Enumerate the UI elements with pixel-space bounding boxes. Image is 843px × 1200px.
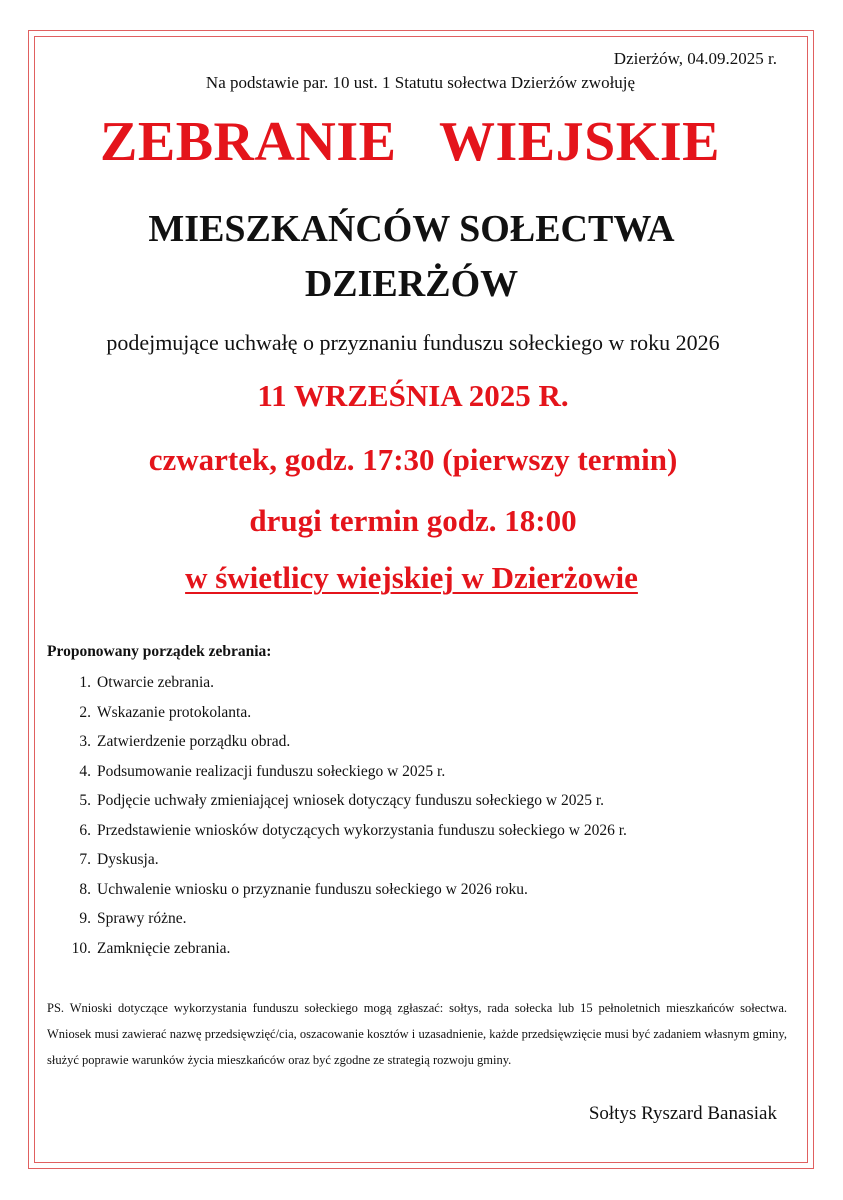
agenda-item-number: 4. [79, 762, 91, 780]
agenda-item [47, 698, 627, 728]
subtitle-line-2: DZIERŻÓW [304, 263, 519, 305]
agenda-item [47, 816, 627, 846]
intro-text [0, 73, 843, 93]
agenda-item-text: Wskazanie protokolanta. [97, 703, 252, 721]
agenda-item-text: Zamknięcie zebrania. [97, 939, 231, 957]
meeting-date: 11 WRZEŚNIA 2025 R. [257, 378, 569, 413]
agenda-item [47, 875, 627, 905]
agenda-item-text: Sprawy różne. [97, 910, 187, 927]
agenda-item-text: Przedstawienie wniosków dotyczących wykorzystania funduszu sołeckiego w 2026 r. [97, 821, 627, 839]
agenda-item-number: 5. [79, 792, 91, 809]
subtitle-line-1: MIESZKAŃCÓW SOŁECTWA [148, 208, 675, 250]
agenda-item-number: 8. [79, 880, 91, 898]
agenda-item-text: Podsumowanie realizacji funduszu sołeckiego w 2025 r. [97, 762, 446, 780]
agenda-item-text: Podjęcie uchwały zmieniającej wniosek dotyczący funduszu sołeckiego w 2025 r. [97, 792, 605, 809]
agenda-item [47, 934, 627, 964]
agenda-item [47, 786, 627, 816]
agenda-item-text: Dyskusja. [97, 851, 159, 868]
subtitle [0, 202, 823, 312]
agenda-item-text: Otwarcie zebrania. [97, 674, 215, 691]
agenda-item [47, 727, 627, 757]
agenda-item [47, 845, 627, 875]
agenda-item-text: Zatwierdzenie porządku obrad. [97, 733, 291, 750]
agenda-item [47, 904, 627, 934]
agenda-item-number: 10. [71, 939, 91, 957]
signature: Sołtys Ryszard Banasiak [588, 1103, 777, 1124]
agenda-heading: Proponowany porządek zebrania: [47, 643, 272, 660]
agenda-item-number: 9. [79, 910, 91, 927]
place-date: Dzierżów, 04.09.2025 r. [613, 49, 777, 68]
meeting-location-text: w świetlicy wiejskiej w Dzierżowie [185, 560, 638, 595]
resolution-text: podejmujące uchwałę o przyznaniu funduszu sołeckiego w roku 2026 [106, 330, 720, 355]
agenda-list [47, 668, 627, 963]
main-title: ZEBRANIE WIEJSKIE [99, 111, 720, 173]
postscript-note: PS. Wnioski dotyczące wykorzystania funduszu sołeckiego mogą zgłaszać: sołtys, rada sołecka lub 15 pełnoletnich mieszkańców sołectwa. Wniosek musi zawierać nazwę przedsięwzięć/cia, oszacowanie kosztów i uzasadnienie, każde przedsięwzięcie musi być zadaniem własnym gminy, służyć poprawie warunków życia mieszkańców oraz być zgodne ze strategią rozwoju gminy. [47, 1001, 787, 1067]
agenda-item-number: 1. [79, 674, 91, 691]
agenda-item-number: 3. [79, 733, 91, 750]
meeting-second-term: drugi termin godz. 18:00 [249, 503, 577, 538]
meeting-first-term: czwartek, godz. 17:30 (pierwszy termin) [148, 442, 678, 477]
agenda-item-number: 2. [79, 703, 91, 721]
agenda-item-number: 7. [79, 851, 91, 868]
agenda-item [47, 757, 627, 787]
agenda-item-number: 6. [79, 821, 91, 839]
agenda-item [47, 668, 627, 698]
meeting-location [0, 560, 823, 596]
intro-text-content: Na podstawie par. 10 ust. 1 Statutu sołectwa Dzierżów zwołuję [205, 73, 636, 92]
agenda-item-text: Uchwalenie wniosku o przyznanie funduszu sołeckiego w 2026 roku. [97, 880, 528, 898]
